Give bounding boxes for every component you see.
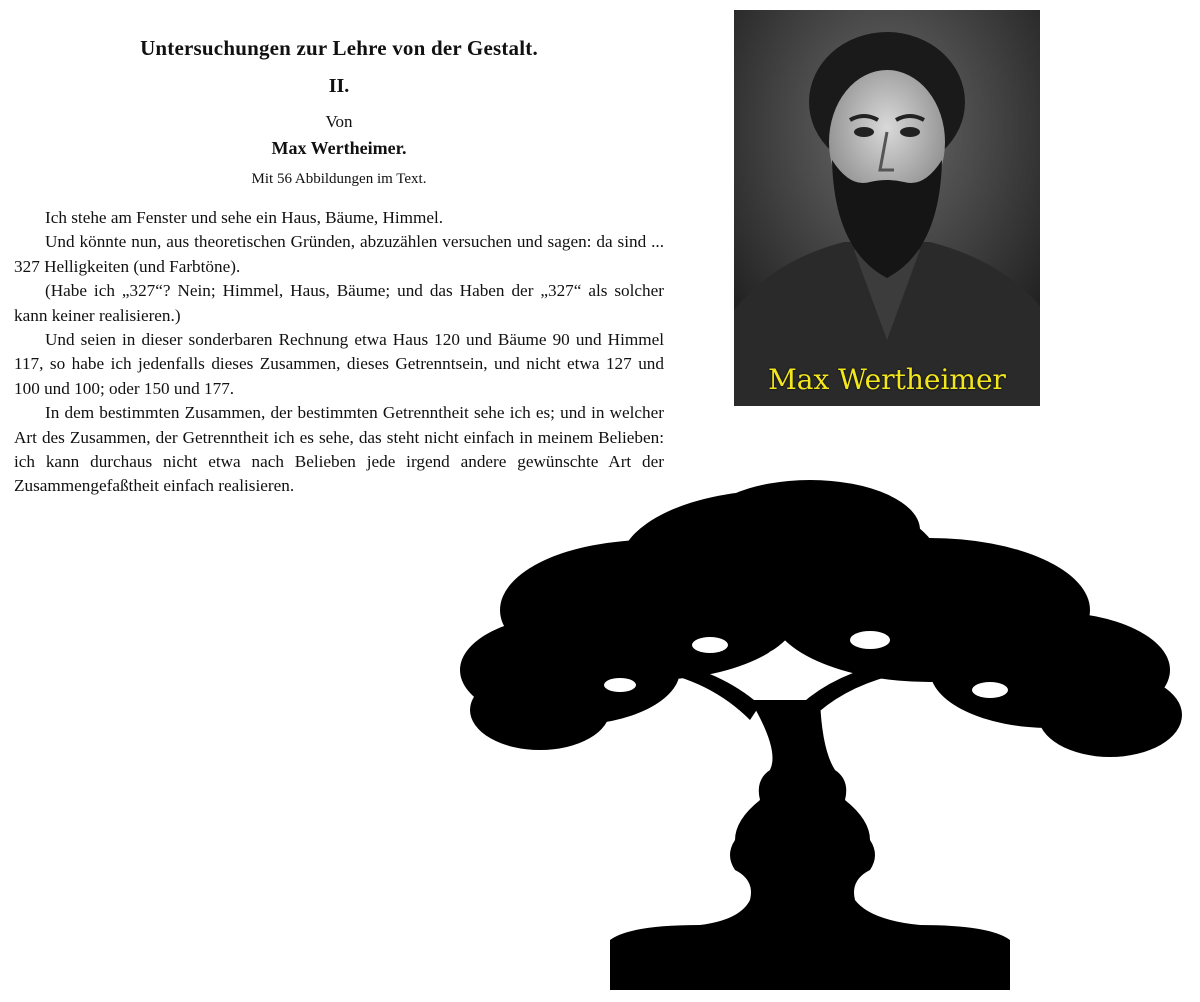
document-figure-note: Mit 56 Abbildungen im Text. <box>251 171 427 187</box>
document-part-number: II. <box>328 75 350 97</box>
document-body <box>14 206 664 499</box>
paragraph: Und seien in dieser sonderbaren Rechnung etwa Haus 120 und Bäume 90 und Himmel 117, so habe ich jedenfalls dieses Zusammen, dieses Getrenntsein, und nicht etwa 127 und 100 und 100; oder 150 und 177. <box>14 330 664 398</box>
tree-faces-illusion <box>450 470 1190 990</box>
document-byline: Von <box>325 112 353 131</box>
paragraph: Ich stehe am Fenster und sehe ein Haus, Bäume, Himmel. <box>45 208 444 227</box>
document-author: Max Wertheimer. <box>271 138 407 158</box>
paragraph: In dem bestimmten Zusammen, der bestimmten Getrenntheit sehe ich es; und in welcher Art des Zusammen, der Getrenntheit ich es sehe, das steht nicht einfach in meinem Belieben: ich kann durchaus nicht etwa nach Belieben jede irgend andere gewünschte Art der Zusammengefaßtheit einfach realisieren. <box>14 403 664 496</box>
document-page <box>14 28 664 499</box>
portrait-caption: Max Wertheimer <box>768 363 1006 396</box>
portrait-illustration <box>734 10 1040 406</box>
paragraph: (Habe ich „327“? Nein; Himmel, Haus, Bäume; und das Haben der „327“ als solcher kann keiner realisieren.) <box>14 281 664 325</box>
paragraph: Und könnte nun, aus theoretischen Gründen, abzuzählen versuchen und sagen: da sind ... 327 Helligkeiten (und Farbtöne). <box>14 232 664 276</box>
portrait-photo <box>734 10 1040 406</box>
tree-silhouette <box>450 470 1190 990</box>
document-title: Untersuchungen zur Lehre von der Gestalt. <box>140 36 538 60</box>
